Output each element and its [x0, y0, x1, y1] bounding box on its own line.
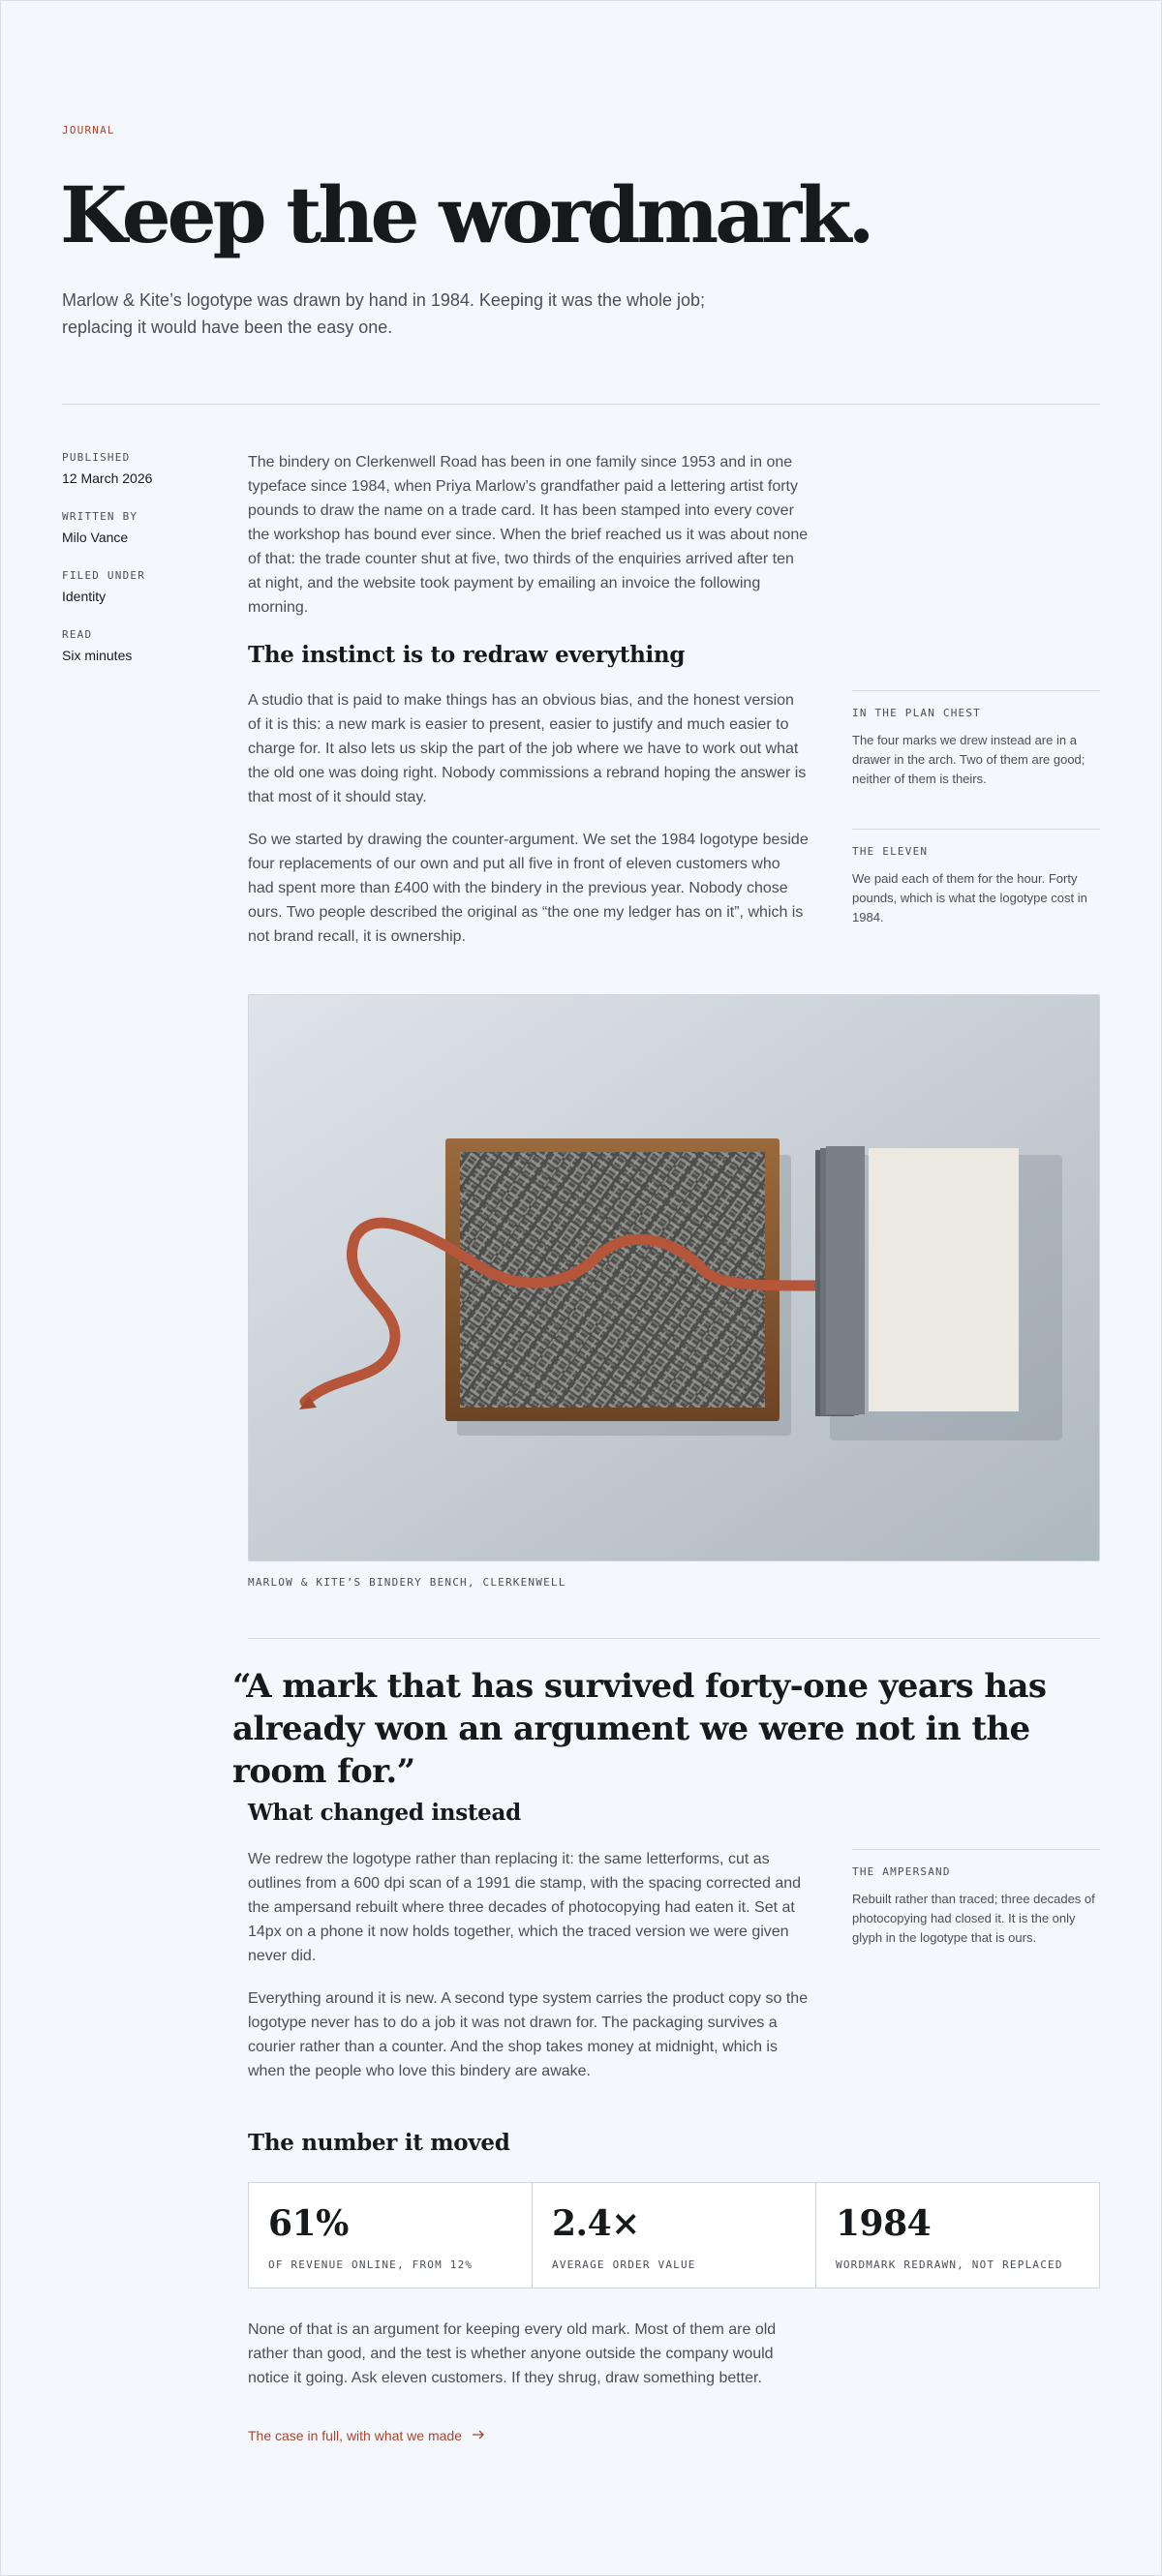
- aside-note: [852, 829, 1100, 927]
- header-divider: [62, 404, 1100, 405]
- aside-text: We paid each of them for the hour. Forty pounds, which is what the logotype cost in 1984.: [852, 871, 1087, 924]
- stat-caption: OF REVENUE ONLINE, FROM 12%: [268, 2258, 474, 2271]
- section-divider: [248, 1638, 1100, 1639]
- meta-read-label: READ: [62, 628, 93, 641]
- stat-card: [815, 2183, 1099, 2288]
- aside-text: Rebuilt rather than traced; three decades of photocopying had closed it. It is the only glyph in the logotype that is ours.: [852, 1892, 1095, 1945]
- meta-author-value: Milo Vance: [62, 530, 129, 545]
- section-heading-numbers: The number it moved: [248, 2130, 510, 2156]
- meta-category-value: Identity: [62, 589, 107, 604]
- aside-text: The four marks we drew instead are in a drawer in the arch. Two of them are good; neither of them is theirs.: [852, 733, 1086, 786]
- stat-caption: AVERAGE ORDER VALUE: [552, 2258, 696, 2271]
- body-paragraph: We redrew the logotype rather than replacing it: the same letterforms, cut as outlines from a 600 dpi scan of a 1991 die stamp, with the spacing corrected and the ampersand rebuilt where three decades of photocopying had eaten it. Set at 14px on a phone it now holds together, which the traced version we were given never did.: [248, 1851, 802, 1964]
- section-heading-changed: What changed instead: [248, 1800, 521, 1826]
- page-lede: Marlow & Kite’s logotype was drawn by hand in 1984. Keeping it was the whole job; replacing it would have been the easy one.: [62, 290, 706, 337]
- intro-paragraph: The bindery on Clerkenwell Road has been in one family since 1953 and in one typeface since 1984, when Priya Marlow’s grandfather paid a lettering artist forty pounds to draw the name on a trade card. It has been stamped into every cover the workshop has bound ever since. When the brief reached us it was about none of that: the trade counter shut at five, two thirds of the enquiries arrived after ten at night, and the website took payment by emailing an invoice the following morning.: [248, 454, 809, 616]
- meta-published-label: PUBLISHED: [62, 451, 131, 464]
- closing-paragraph: None of that is an argument for keeping every old mark. Most of them are old rather than good, and the test is whether anyone outside the company would notice it going. Ask eleven customers. If they shrug, draw something better.: [248, 2321, 777, 2386]
- section-eyebrow: JOURNAL: [62, 124, 115, 136]
- stat-value: 61%: [268, 2203, 349, 2244]
- pull-quote: “A mark that has survived forty-one years has already won an argument we were not in the room for.”: [232, 1667, 1047, 1791]
- body-paragraph: A studio that is paid to make things has an obvious bias, and the honest version of it is this: a new mark is easier to present, easier to justify and much easier to charge for. It also lets us skip the part of the job where we have to work out what the old one was doing right. Nobody commissions a rebrand hoping the answer is that most of it should stay.: [248, 692, 807, 805]
- meta-author-label: WRITTEN BY: [62, 510, 138, 523]
- aside-note: [852, 690, 1100, 789]
- section-heading-instinct: The instinct is to redraw everything: [248, 642, 686, 668]
- stat-value: 1984: [836, 2203, 932, 2244]
- aside-label: THE ELEVEN: [852, 845, 929, 858]
- page-title: Keep the wordmark.: [60, 169, 872, 260]
- stat-value: 2.4×: [552, 2203, 640, 2244]
- aside-note: [852, 1849, 1100, 1948]
- bindery-photo: [248, 994, 1100, 1561]
- stat-caption: WORDMARK REDRAWN, NOT REPLACED: [836, 2258, 1063, 2271]
- photo-caption: MARLOW & KITE’S BINDERY BENCH, CLERKENWELL: [248, 1576, 566, 1589]
- stat-card: [249, 2183, 532, 2288]
- meta-published-value: 12 March 2026: [62, 470, 153, 486]
- stat-card: [532, 2183, 815, 2288]
- body-paragraph: Everything around it is new. A second type system carries the product copy so the logotype never has to do a job it was not drawn for. The packaging survives a courier rather than a counter. And the shop takes money at midnight, which is when the people who love this bindery are awake.: [248, 1990, 809, 2079]
- stats-panel: [248, 2182, 1100, 2288]
- case-study-link[interactable]: [248, 2428, 485, 2443]
- aside-label: THE AMPERSAND: [852, 1865, 951, 1878]
- meta-read-value: Six minutes: [62, 648, 133, 663]
- body-paragraph: So we started by drawing the counter-argument. We set the 1984 logotype beside four replacements of our own and put all five in front of eleven customers who had spent more than £400 with the bindery in the previous year. Nobody chose ours. Two people described the original as “the one my ledger has on it”, which is not brand recall, it is ownership.: [248, 832, 809, 945]
- aside-label: IN THE PLAN CHEST: [852, 707, 981, 719]
- case-study-link-label: The case in full, with what we made: [248, 2428, 462, 2443]
- arrow-right-icon: [472, 2428, 485, 2443]
- meta-category-label: FILED UNDER: [62, 569, 146, 582]
- article-meta: [62, 451, 227, 687]
